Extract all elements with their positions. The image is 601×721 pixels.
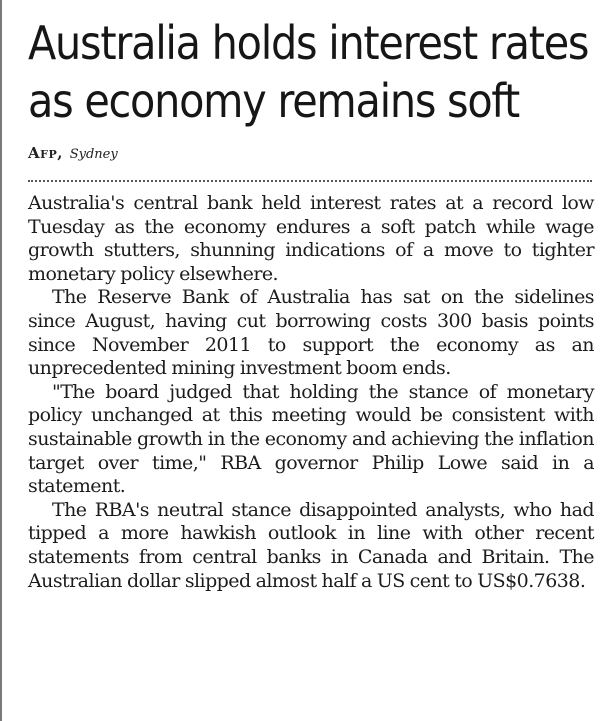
headline <box>28 14 595 130</box>
news-article <box>28 14 594 593</box>
column-rule <box>0 0 2 721</box>
paragraph-1: Australia's central bank held interest rates at a record low Tuesday as the economy endures a soft patch while wage growth stutters, shunning indications of a move to tighter monetary policy elsewhere. <box>28 192 594 285</box>
headline-line-2: as economy remains soft <box>28 74 519 128</box>
article-body <box>28 192 594 593</box>
paragraph-3: "The board judged that holding the stance of monetary policy unchanged at this meeting would be consistent with sustainable growth in the economy and achieving the inflation target over time," RBA governor Philip Lowe said in a statement. <box>28 380 594 498</box>
paragraph-4: The RBA's neutral stance disappointed analysts, who had tipped a more hawkish outlook in line with other recent statements from central banks in Canada and Britain. The Australian dollar slipped almost half a US cent to US$0.7638. <box>28 498 594 592</box>
paragraph-2: The Reserve Bank of Australia has sat on the sidelines since August, having cut borrowing costs 300 basis points since November 2011 to support the economy as an unprecedented mining investment boom ends. <box>28 286 594 380</box>
dotted-divider <box>28 180 592 182</box>
byline-agency: Afp, <box>28 144 63 162</box>
byline <box>28 144 594 162</box>
byline-city: Sydney <box>69 147 118 162</box>
headline-line-1: Australia holds interest rates <box>28 16 589 70</box>
